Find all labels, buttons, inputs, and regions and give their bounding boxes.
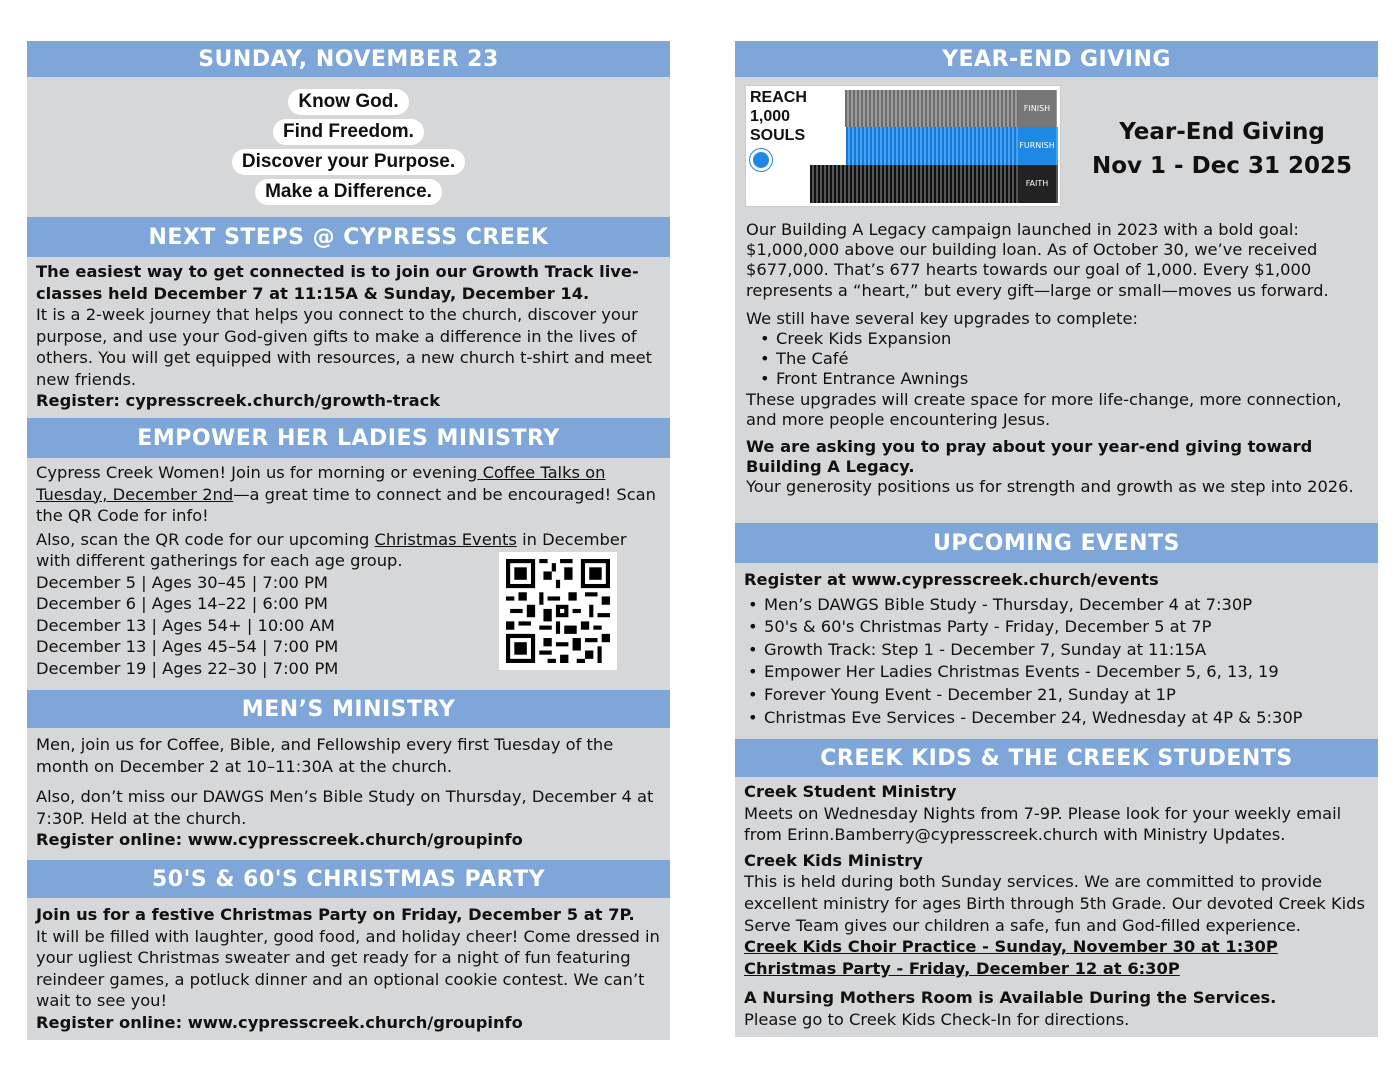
next-steps-header: NEXT STEPS @ CYPRESS CREEK (27, 217, 670, 257)
upgrade-item: • The Café (756, 349, 1374, 369)
events-section (735, 563, 1378, 739)
growth-track-register-link[interactable]: Register: cypresscreek.church/growth-track (36, 391, 441, 410)
christmas-events-intro: Also, scan the QR code for our upcoming (36, 529, 375, 549)
pill-make-difference: Make a Difference. (255, 179, 442, 205)
qr-code[interactable] (499, 552, 617, 670)
events-list (744, 594, 1369, 730)
growth-track-body: It is a 2-week journey that helps you connect to the church, discover your purpose, and use your God-given gifts to make a difference in the lives of others. You will get equipped with resources, a new church t-shirt and meet new friends. (36, 305, 653, 389)
reach-line: REACH (750, 89, 807, 106)
event-item: • Christmas Eve Services - December 24, Wednesday at 4P & 5:30P (744, 707, 1369, 730)
party-section (27, 898, 670, 1040)
sunday-section (27, 77, 670, 217)
tagline-pills (36, 77, 661, 209)
coffee-talks-tail: —a great time to connect and be encouraged! Scan the QR Code for info! (36, 484, 656, 525)
events-header: UPCOMING EVENTS (735, 523, 1378, 563)
events-register-link[interactable]: Register at www.cypresscreek.church/events (744, 570, 1159, 589)
giving-body (746, 220, 1374, 498)
coffee-talks-text (36, 462, 661, 527)
party-intro: Join us for a festive Christmas Party on Friday, December 5 at 7P. (36, 905, 635, 924)
giving-header: YEAR-END GIVING (735, 41, 1378, 77)
upgrades-list (746, 329, 1374, 390)
souls-line: SOULS (750, 127, 806, 144)
upgrade-item: • Front Entrance Awnings (756, 369, 1374, 389)
kids-ministry-title: Creek Kids Ministry (744, 850, 923, 870)
ladies-dates-block (36, 572, 661, 680)
ladies-date-row: December 6 | Ages 14–22 | 6:00 PM (36, 594, 328, 613)
party-header: 50'S & 60'S CHRISTMAS PARTY (27, 860, 670, 898)
giving-ask: We are asking you to pray about your year-end giving toward Building A Legacy. (746, 437, 1313, 477)
party-register-link[interactable]: Register online: www.cypresscreek.church/groupinfo (36, 1012, 523, 1032)
mens-header: MEN’S MINISTRY (27, 690, 670, 728)
student-ministry-title: Creek Student Ministry (744, 782, 957, 801)
giving-title-block (1077, 115, 1367, 183)
giving-section (735, 77, 1378, 523)
qr-code-icon (506, 559, 610, 663)
reach-souls-title (750, 88, 807, 145)
ladies-date-row: December 13 | Ages 45–54 | 7:00 PM (36, 637, 339, 656)
christmas-events-link[interactable]: Christmas Events (374, 529, 517, 549)
sunday-header: SUNDAY, NOVEMBER 23 (27, 41, 670, 77)
giving-dates: Nov 1 - Dec 31 2025 (1092, 153, 1352, 179)
kids-christmas-party-link[interactable]: Christmas Party - Friday, December 12 at 6:30P (744, 958, 1180, 978)
mens-section (27, 728, 670, 860)
ladies-date-row: December 19 | Ages 22–30 | 7:00 PM (36, 658, 339, 678)
kids-section (735, 777, 1378, 1037)
empower-header: EMPOWER HER LADIES MINISTRY (27, 418, 670, 458)
nursing-room-body: Please go to Creek Kids Check-In for directions. (744, 1009, 1130, 1029)
faith-label: FAITH (1018, 165, 1056, 203)
mens-coffee-text: Men, join us for Coffee, Bible, and Fellowship every first Tuesday of the month on December 2 at 10–11:30A at the church. (36, 735, 614, 776)
upgrade-item: • Creek Kids Expansion (756, 329, 1374, 349)
legacy-campaign-text: Our Building A Legacy campaign launched in 2023 with a bold goal: $1,000,000 above our building loan. As of October 30, we’ve received $677,000. That’s 677 hearts towards our goal of 1,000. Every $1,000 represents a “heart,” but every gift—large or small—moves us forward. (746, 220, 1329, 300)
christmas-events-tail: in December with different gatherings for each age group. (36, 529, 627, 570)
choir-practice-link[interactable]: Creek Kids Choir Practice - Sunday, November 30 at 1:30P (744, 937, 1278, 957)
reach-1000-souls-graphic (745, 85, 1061, 207)
coffee-talks-link[interactable]: Coffee Talks on Tuesday, December 2nd (36, 463, 606, 504)
mens-dawgs-text: Also, don’t miss our DAWGS Men’s Bible Study on Thursday, December 4 at 7:30P. Held at the church. (36, 787, 654, 828)
right-column (735, 41, 1378, 1037)
pill-find-freedom: Find Freedom. (273, 119, 424, 145)
student-ministry-body: Meets on Wednesday Nights from 7-9P. Please look for your weekly email from Erinn.Bamberry@cypresscreek.church with Ministry Updates. (744, 803, 1342, 845)
next-steps-section (27, 257, 670, 418)
event-item: • Growth Track: Step 1 - December 7, Sunday at 11:15A (744, 639, 1369, 662)
event-item: • Men’s DAWGS Bible Study - Thursday, December 4 at 7:30P (744, 594, 1369, 617)
kids-header: CREEK KIDS & THE CREEK STUDENTS (735, 739, 1378, 777)
giving-title: Year-End Giving (1119, 119, 1325, 145)
giving-generosity: Your generosity positions us for strength and growth as we step into 2026. (746, 477, 1354, 497)
empower-section (27, 458, 670, 690)
party-body: It will be filled with laughter, good food, and holiday cheer! Come dressed in your ugliest Christmas sweater and get ready for a night of fun featuring reindeer games, a potluck dinner and an optional cookie contest. We can’t wait to see you! (36, 926, 660, 1010)
nursing-room-title: A Nursing Mothers Room is Available During the Services. (744, 988, 1277, 1008)
pill-discover-purpose: Discover your Purpose. (232, 149, 465, 175)
coffee-talks-intro: Cypress Creek Women! Join us for morning or evening (36, 463, 478, 482)
upgrades-outcome: These upgrades will create space for more life-change, more connection, and more people encountering Jesus. (746, 389, 1342, 429)
kids-ministry-body: This is held during both Sunday services. We are committed to provide excellent ministry for ages Birth through 5th Grade. Our devoted Creek Kids Serve Team gives our children a safe, fun and God-filled experience. (744, 872, 1365, 935)
event-item: • 50's & 60's Christmas Party - Friday, December 5 at 7P (744, 616, 1369, 639)
souls-count-line: 1,000 (750, 108, 791, 125)
growth-track-intro: The easiest way to get connected is to join our Growth Track live-classes held December 7 at 11:15A & Sunday, December 14. (36, 262, 639, 303)
ladies-date-row: December 13 | Ages 54+ | 10:00 AM (36, 615, 335, 635)
furnish-label: FURNISH (1018, 127, 1056, 165)
event-item: • Forever Young Event - December 21, Sunday at 1P (744, 684, 1369, 707)
pill-know-god: Know God. (288, 89, 408, 115)
church-logo-icon (750, 149, 772, 171)
left-column (27, 41, 670, 1040)
mens-register-link[interactable]: Register online: www.cypresscreek.church/groupinfo (36, 830, 523, 849)
finish-label: FINISH (1018, 90, 1056, 127)
event-item: • Empower Her Ladies Christmas Events - December 5, 6, 13, 19 (744, 661, 1369, 684)
upgrades-intro: We still have several key upgrades to complete: (746, 308, 1138, 328)
ladies-date-row: December 5 | Ages 30–45 | 7:00 PM (36, 572, 328, 592)
